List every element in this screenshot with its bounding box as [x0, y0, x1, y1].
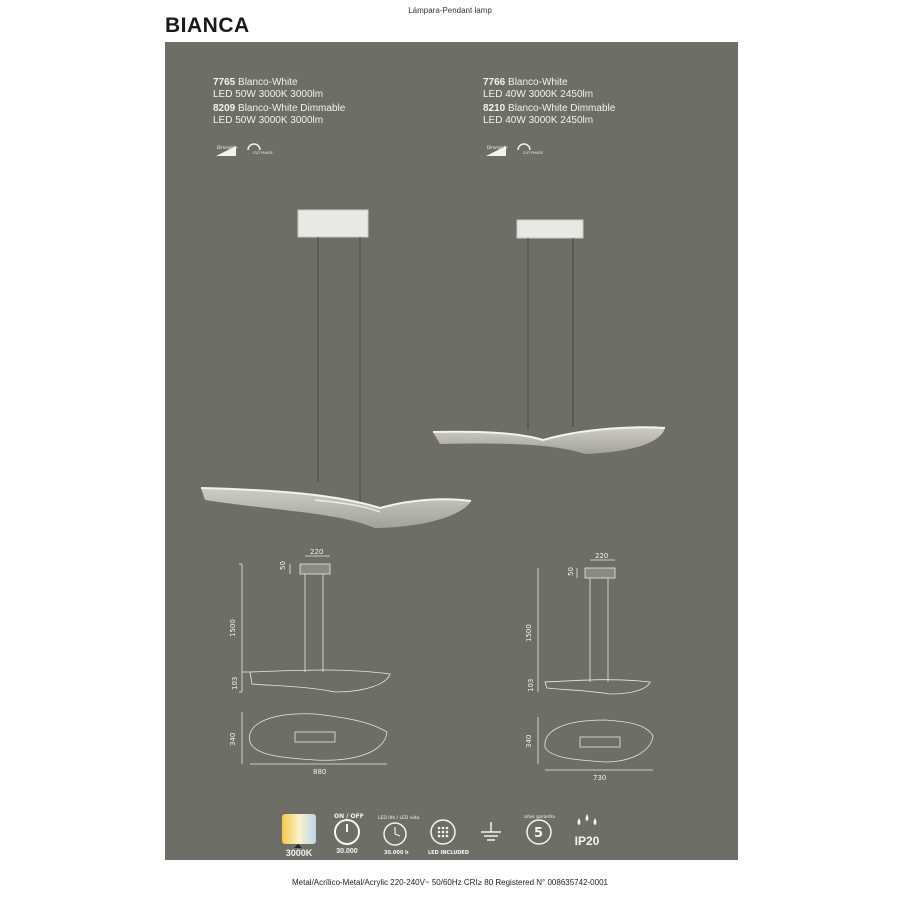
svg-text:años garantía: años garantía: [524, 815, 555, 820]
dim-height-right: 1500: [525, 624, 533, 642]
variant-spec: LED 40W 3000K 2450lm: [483, 89, 594, 100]
variant-code: 8209: [213, 103, 236, 114]
variant-spec: LED 50W 3000K 3000lm: [213, 115, 324, 126]
left-elevation-drawing: [239, 556, 390, 692]
svg-text:CUT PHASE: CUT PHASE: [523, 151, 543, 155]
lamp-right-photo: [433, 220, 665, 454]
svg-text:Dimmable: Dimmable: [217, 145, 238, 150]
color-temp-label: 3000K: [285, 848, 313, 858]
product-illustration: [165, 42, 738, 542]
dim-length-left: 880: [313, 768, 327, 776]
variant-spec: LED 40W 3000K 2450lm: [483, 115, 594, 126]
on-off-icon: ON / OFF 30.000: [334, 813, 364, 855]
left-plan-drawing: [242, 712, 387, 764]
technical-drawings: [165, 542, 738, 782]
ip-rating-icon: [568, 810, 606, 862]
variant-name: Blanco-White Dimmable: [508, 103, 616, 114]
dim-length-right: 730: [593, 774, 607, 782]
variant-name: Blanco-White Dimmable: [238, 103, 346, 114]
variant-code: 8210: [483, 103, 506, 114]
right-plan-drawing: [538, 717, 653, 770]
svg-text:LED INCLUDED: LED INCLUDED: [428, 850, 469, 856]
color-temp-icon: [280, 810, 318, 862]
dim-width-right: 220: [595, 552, 609, 560]
ip-rating-label: IP20: [574, 834, 600, 848]
product-panel: [165, 42, 738, 860]
variant-code: 7765: [213, 77, 236, 88]
dim-canopy-right: 50: [567, 567, 575, 576]
ground-icon: [472, 810, 510, 862]
warranty-icon: [520, 810, 558, 862]
variant-name: Blanco-White: [508, 77, 568, 88]
variant-name: Blanco-White: [238, 77, 298, 88]
variant-spec: LED 50W 3000K 3000lm: [213, 89, 324, 100]
footer-specs: Metal/Acrílico-Metal/Acrylic 220-240V~ 50/60Hz CRI≥ 80 Registered N° 008635742-0001: [292, 878, 608, 887]
svg-text:ON / OFF: ON / OFF: [334, 813, 364, 820]
led-life-icon: [376, 810, 420, 862]
led-included-icon: [424, 810, 469, 862]
feature-icons-row: [280, 810, 606, 862]
svg-text:5: 5: [534, 826, 544, 841]
dim-canopy-left: 50: [279, 561, 287, 570]
svg-text:CUT PHASE: CUT PHASE: [253, 151, 273, 155]
dim-height-left: 1500: [229, 619, 237, 637]
header-category: Lámpara-Pendant lamp: [408, 6, 492, 15]
variant-code: 7766: [483, 77, 506, 88]
lamp-left-photo: [201, 210, 471, 528]
dim-width-left: 220: [310, 548, 324, 556]
dim-lamp-h-right: 103: [527, 678, 535, 692]
svg-text:30.000 h: 30.000 h: [384, 850, 409, 856]
dim-depth-left: 340: [229, 732, 237, 746]
svg-text:Dimmable: Dimmable: [487, 145, 508, 150]
dim-depth-right: 340: [525, 734, 533, 748]
right-elevation-drawing: [538, 560, 650, 694]
page-title: BIANCA: [165, 14, 250, 37]
dim-lamp-h-left: 103: [231, 676, 239, 690]
svg-text:LED life / LED vida: LED life / LED vida: [378, 816, 420, 821]
